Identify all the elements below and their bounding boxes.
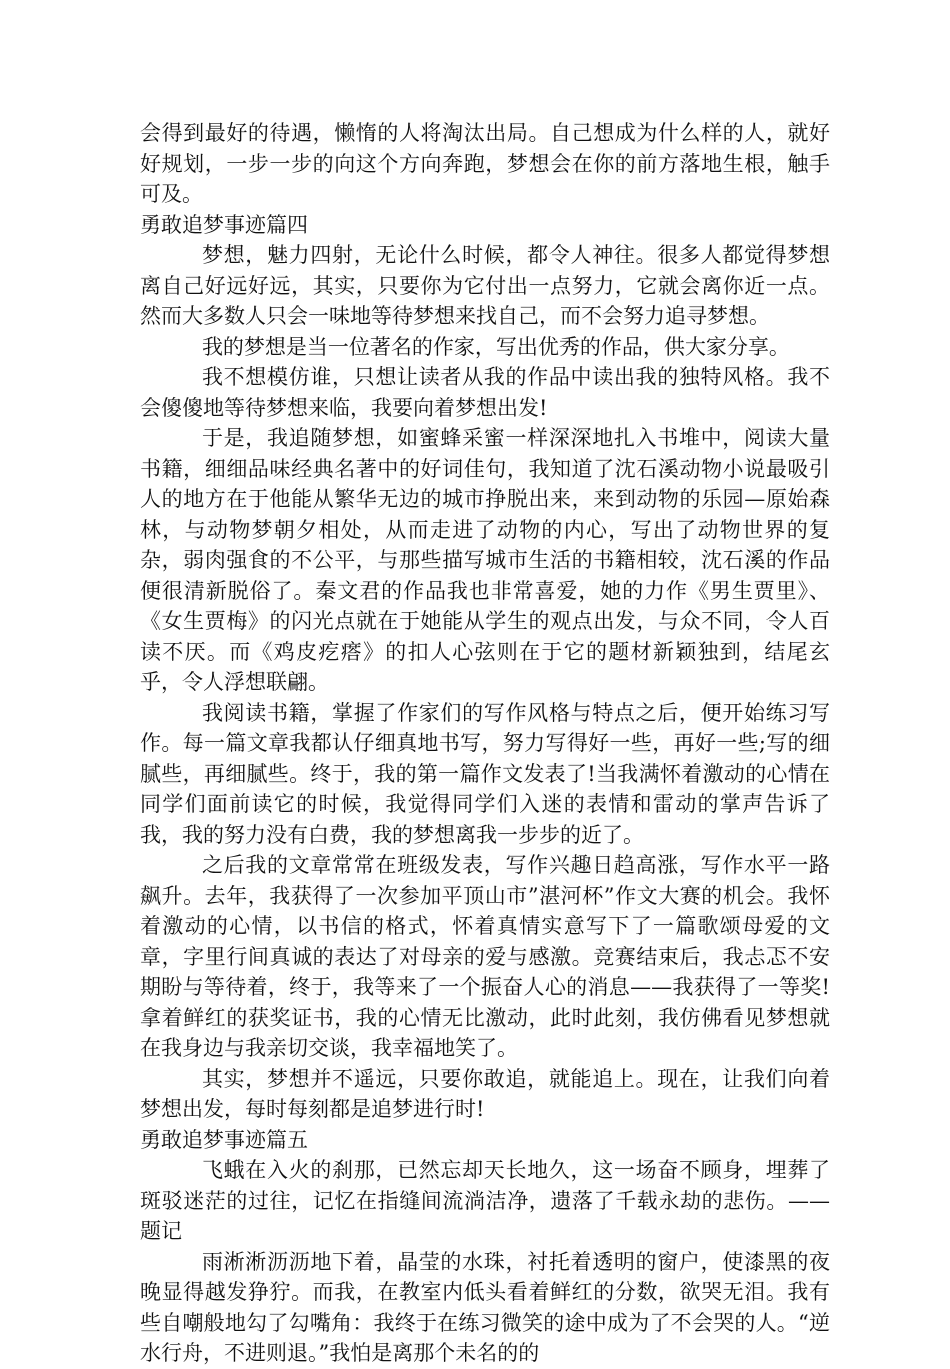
body-paragraph: 飞蛾在入火的刹那，已然忘却天长地久，这一场奋不顾身，埋葬了斑驳迷茫的过往，记忆在指缝间流淌洁净，遗落了千载永劫的悲伤。——题记	[140, 1158, 830, 1243]
body-paragraph: 于是，我追随梦想，如蜜蜂采蜜一样深深地扎入书堆中，阅读大量书籍，细细品味经典名著中的好词佳句，我知道了沈石溪动物小说最吸引人的地方在于他能从繁华无边的城市挣脱出来，来到动物的乐园—原始森林，与动物梦朝夕相处，从而走进了动物的内心，写出了动物世界的复杂，弱肉强食的不公平，与那些描写城市生活的书籍相较，沈石溪的作品便很清新脱俗了。秦文君的作品我也非常喜爱，她的力作《男生贾里》、《女生贾梅》的闪光点就在于她能从学生的观点出发，与众不同，令人百读不厌。而《鸡皮疙瘩》的扣人心弦则在于它的题材新颖独到，结尾玄乎，令人浮想联翩。	[140, 426, 830, 694]
section-heading-4: 勇敢追梦事迹篇四	[140, 212, 308, 237]
body-paragraph: 我的梦想是当一位著名的作家，写出优秀的作品，供大家分享。	[201, 334, 790, 359]
document-page	[140, 118, 830, 1369]
body-paragraph: 梦想，魅力四射，无论什么时候，都令人神往。很多人都觉得梦想离自己好远好远，其实，只要你为它付出一点努力，它就会离你近一点。然而大多数人只会一味地等待梦想来找自己，而不会努力追寻梦想。	[140, 243, 830, 328]
body-paragraph: 我阅读书籍，掌握了作家们的写作风格与特点之后，便开始练习写作。每一篇文章我都认仔细真地书写，努力写得好一些，再好一些;写的细腻些，再细腻些。终于，我的第一篇作文发表了!当我满怀着激动的心情在同学们面前读它的时候，我觉得同学们入迷的表情和雷动的掌声告诉了我，我的努力没有白费，我的梦想离我一步步的近了。	[140, 700, 830, 847]
body-paragraph: 其实，梦想并不遥远，只要你敢追，就能追上。现在，让我们向着梦想出发，每时每刻都是追梦进行时!	[140, 1066, 830, 1121]
paragraph-continuation: 会得到最好的待遇，懒惰的人将淘汰出局。自己想成为什么样的人，就好好规划，一步一步的向这个方向奔跑，梦想会在你的前方落地生根，触手可及。	[140, 121, 830, 206]
section-heading-5: 勇敢追梦事迹篇五	[140, 1127, 308, 1152]
body-paragraph: 雨淅淅沥沥地下着，晶莹的水珠，衬托着透明的窗户，使漆黑的夜晚显得越发狰狞。而我，在教室内低头看着鲜红的分数，欲哭无泪。我有些自嘲般地勾了勾嘴角：我终于在练习微笑的途中成为了不会哭的人。“逆水行舟，不进则退。”我怕是离那个未名的的	[140, 1249, 830, 1365]
body-paragraph: 我不想模仿谁，只想让读者从我的作品中读出我的独特风格。我不会傻傻地等待梦想来临，我要向着梦想出发!	[140, 365, 830, 420]
body-paragraph: 之后我的文章常常在班级发表，写作兴趣日趋高涨，写作水平一路飙升。去年，我获得了一次参加平顶山市”湛河杯”作文大赛的机会。我怀着激动的心情，以书信的格式，怀着真情实意写下了一篇歌颂母爱的文章，字里行间真诚的表达了对母亲的爱与感激。竞赛结束后，我忐忑不安期盼与等待着，终于，我等来了一个振奋人心的消息——我获得了一等奖!拿着鲜红的获奖证书，我的心情无比激动，此时此刻，我仿佛看见梦想就在我身边与我亲切交谈，我幸福地笑了。	[140, 853, 830, 1060]
